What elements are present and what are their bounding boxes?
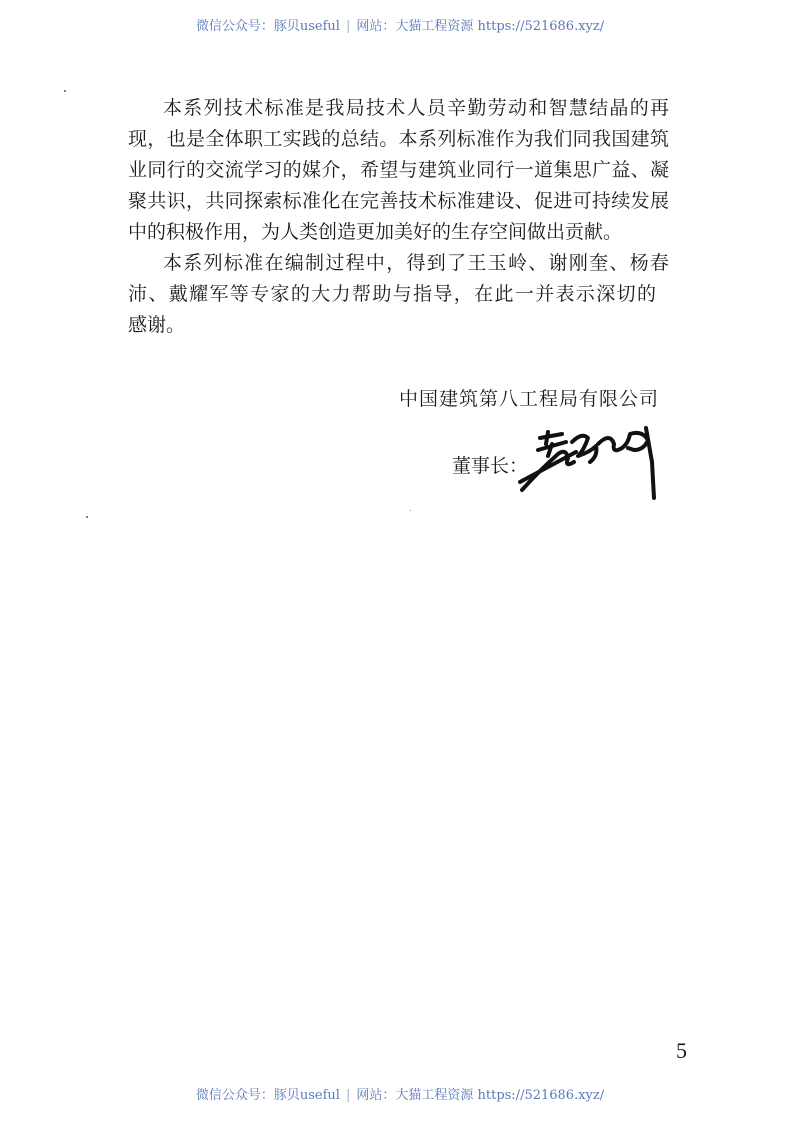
- watermark-wechat: 微信公众号：豚贝useful: [195, 19, 340, 34]
- handwritten-signature: [518, 422, 663, 502]
- paragraph-line: 沛、戴耀军等专家的大力帮助与指导，在此一并表示深切的: [128, 283, 656, 305]
- paragraph-line: 本系列标准在编制过程中，得到了王玉岭、谢刚奎、杨春: [163, 252, 669, 274]
- paragraph-line: 业同行的交流学习的媒介，希望与建筑业同行一道集思广益、凝: [128, 159, 669, 181]
- scan-speck: [410, 510, 411, 511]
- scan-speck: [86, 516, 88, 518]
- paragraph-line: 中的积极作用，为人类创造更加美好的生存空间做出贡献。: [128, 221, 623, 243]
- paragraph-line: 感谢。: [128, 314, 186, 336]
- scan-speck: [64, 90, 66, 92]
- chairman-label: 董事长：: [452, 455, 529, 477]
- company-name: 中国建筑第八工程局有限公司: [399, 388, 660, 410]
- paragraph-line: 聚共识，共同探索标准化在完善技术标准建设、促进可持续发展: [128, 190, 669, 212]
- watermark-separator: |: [345, 1088, 351, 1103]
- page-number: 5: [676, 1038, 687, 1063]
- watermark-separator: |: [345, 19, 351, 34]
- watermark-site: 网站：大猫工程资源 https://521686.xyz/: [356, 1088, 605, 1103]
- watermark-site: 网站：大猫工程资源 https://521686.xyz/: [356, 19, 605, 34]
- paragraph-line: 现，也是全体职工实践的总结。本系列标准作为我们同我国建筑: [128, 128, 669, 150]
- watermark-footer: [0, 1084, 800, 1103]
- paragraph-line: 本系列技术标准是我局技术人员辛勤劳动和智慧结晶的再: [163, 97, 669, 119]
- watermark-header: [0, 15, 800, 34]
- watermark-wechat: 微信公众号：豚贝useful: [195, 1088, 340, 1103]
